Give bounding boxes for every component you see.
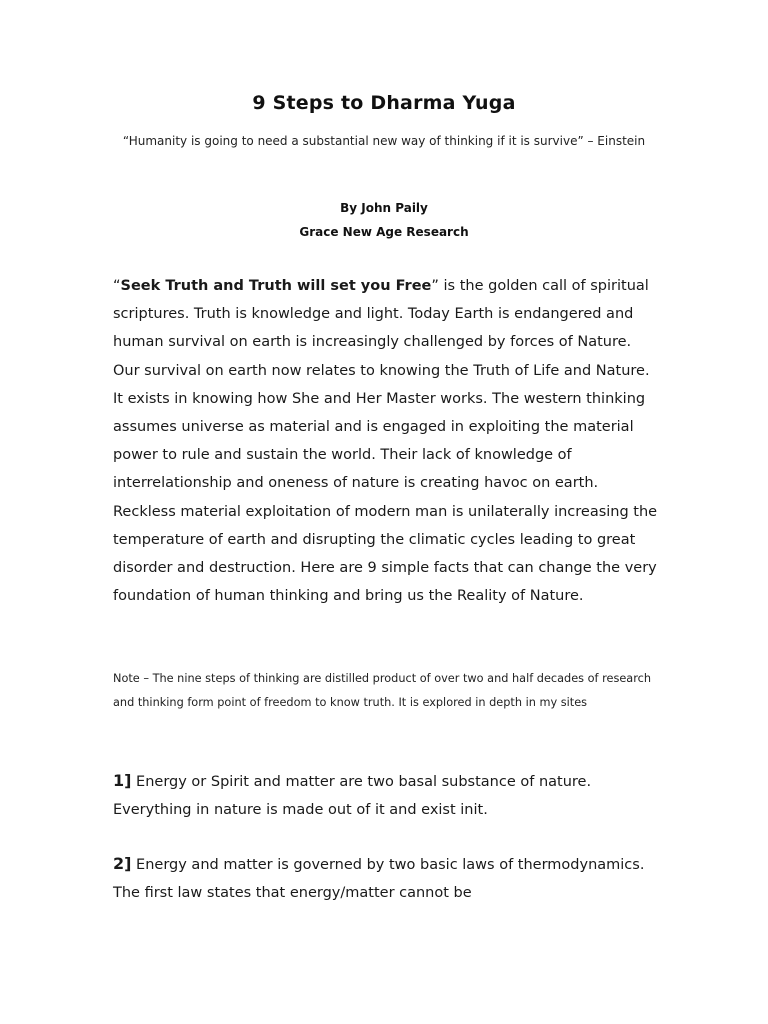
organization-line: Grace New Age Research bbox=[299, 225, 469, 239]
step-number: 2] bbox=[113, 854, 132, 873]
intro-paragraph bbox=[113, 272, 658, 610]
author-line: By John Paily bbox=[340, 201, 428, 215]
step-1 bbox=[113, 767, 658, 824]
intro-close-quote: ” bbox=[431, 278, 439, 294]
intro-text: is the golden call of spiritual scriptures. Truth is knowledge and light. Today Earth is endangered and human survival on earth is increasingly challenged by forces of Nature. Our survival on earth now relates to knowing the Truth of Life and Nature. It exists in knowing how She and Her Master works. The western thinking assumes universe as material and is engaged in exploiting the material power to rule and sustain the world. Their lack of knowledge of interrelationship and oneness of nature is creating havoc on earth. Reckless material exploitation of modern man is unilaterally increasing the temperature of earth and disrupting the climatic cycles leading to great disorder and destruction. Here are 9 simple facts that can change the very foundation of human thinking and bring us the Reality of Nature. bbox=[113, 278, 658, 605]
step-text: Energy and matter is governed by two basic laws of thermodynamics. The first law states that energy/matter cannot be bbox=[113, 857, 645, 901]
document-title: 9 Steps to Dharma Yuga bbox=[252, 92, 516, 114]
step-number: 1] bbox=[113, 771, 132, 790]
intro-open-quote: “ bbox=[113, 278, 121, 294]
step-2 bbox=[113, 850, 658, 907]
intro-bold-phrase: Seek Truth and Truth will set you Free bbox=[120, 278, 432, 294]
epigraph-quote: “Humanity is going to need a substantial new way of thinking if it is survive” – Einstein bbox=[122, 134, 646, 148]
step-text: Energy or Spirit and matter are two basal substance of nature. Everything in nature is made out of it and exist init. bbox=[113, 774, 592, 818]
note-paragraph: Note – The nine steps of thinking are distilled product of over two and half decades of research and thinking form point of freedom to know truth. It is explored in depth in my sites bbox=[113, 672, 651, 709]
